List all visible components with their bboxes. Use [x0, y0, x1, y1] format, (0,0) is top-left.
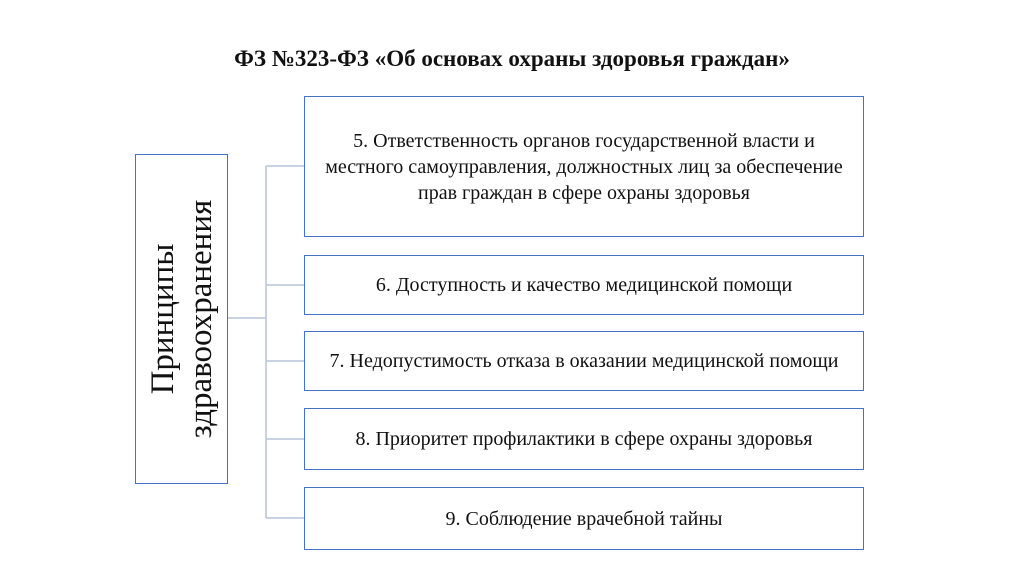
- principle-node-6: 6. Доступность и качество медицинской помощи: [304, 255, 864, 315]
- principle-node-9: 9. Соблюдение врачебной тайны: [304, 487, 864, 550]
- root-label-line2: здравоохранения: [182, 199, 219, 439]
- root-label-line1: Принципы: [144, 243, 181, 395]
- principle-node-5: 5. Ответственность органов государственной власти и местного самоуправления, должностных лиц за обеспечение прав граждан в сфере охраны здоровья: [304, 96, 864, 237]
- principle-node-7: 7. Недопустимость отказа в оказании медицинской помощи: [304, 331, 864, 391]
- diagram-title: ФЗ №323-ФЗ «Об основах охраны здоровья граждан»: [234, 46, 790, 71]
- principle-node-8: 8. Приоритет профилактики в сфере охраны здоровья: [304, 408, 864, 470]
